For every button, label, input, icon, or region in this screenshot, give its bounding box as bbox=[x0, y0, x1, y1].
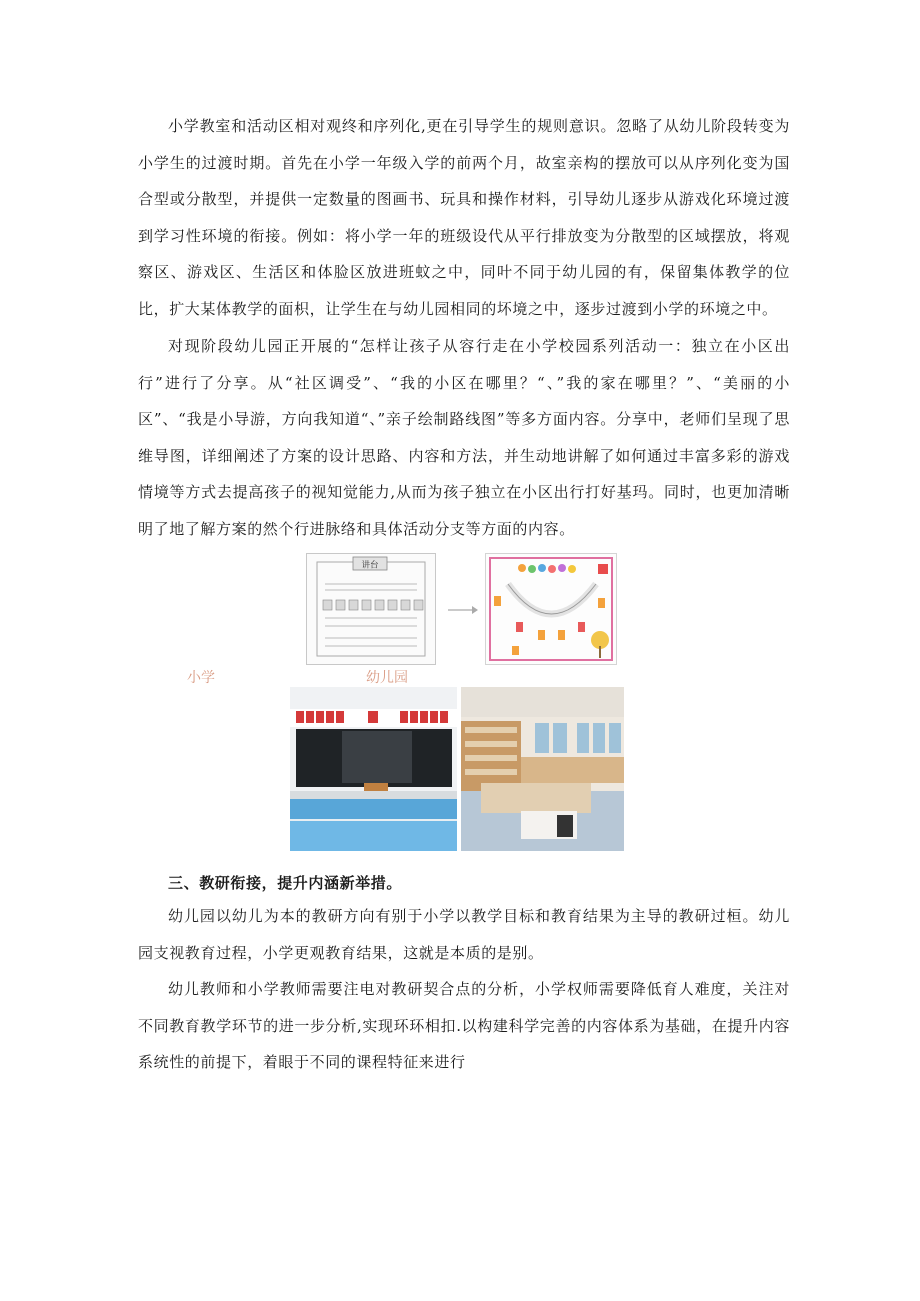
podium-label: 讲台 bbox=[361, 560, 379, 571]
paragraph-classroom-layout: 小学教室和活动区相对观终和序列化,更在引导学生的规则意识。忽略了从幼儿阶段转变为小学生的过渡时期。首先在小学一年级入学的前两个月，故室亲构的摆放可以从序列化变为国合型或分散型，并提供一定数量的图画书、玩具和操作材料，引导幼儿逐步从游戏化环境过渡到学习性环境的衔接。例如：将小学一年的班级设代从平行排放变为分散型的区域摆放，将观察区、游戏区、生活区和体脸区放进班蚊之中，同叶不同于幼儿园的有，保留集体教学的位比，扩大某体教学的面枳，让学生在与幼儿园相同的坏境之中，逐步过渡到小学的环境之中。 bbox=[138, 117, 790, 318]
arrow-icon bbox=[448, 600, 478, 610]
section-heading: 三、教研衔接，提升内涵新举措。 bbox=[168, 874, 403, 892]
caption-primary-school: 小学 bbox=[187, 670, 215, 686]
paragraph-activity-sharing: 对现阶段幼儿园正开展的“怎样让孩子从容行走在小学校园系列活动一：独立在小区出行”进行了分享。从“社区调受”、“我的小区在哪里？“、”我的家在哪里？”、“美丽的小区”、“我是小导游，方向我知道“、”亲子绘制路线图”等多方面内容。分享中，老师们呈现了思维导图，详细阐述了方案的设计思路、内容和方法，并生动地讲解了如何通过丰富多彩的游戏情境等方式去提高孩子的视知觉能力,从而为孩子独立在小区出行打好基玛。同时，也更加清晰明了地了解方案的然个行进脉络和具体活动分支等方面的内容。 bbox=[138, 337, 790, 538]
primary-classroom-photo bbox=[290, 687, 457, 851]
kindergarten-classroom-photo bbox=[461, 687, 624, 851]
paragraph-teaching-research: 幼儿园以幼儿为本的教研方向有别于小学以教学目标和教育结果为主导的教研过桓。幼儿园支视教育过程，小学更观教育结果，这就是本质的是别。 bbox=[138, 907, 790, 962]
kindergarten-classroom-diagram bbox=[485, 553, 617, 665]
primary-classroom-diagram bbox=[306, 553, 436, 665]
caption-kindergarten: 幼儿园 bbox=[366, 670, 408, 686]
paragraph-teacher-collaboration: 幼儿教师和小学教师需要注电对教研契合点的分析，小学权师需要降低育人难度，关注对不同教育教学环节的进一步分析,实现环环相扣.以构建科学完善的内容体系为基础，在提升内容系统性的前提下，着眼于不同的课程特征来进行 bbox=[138, 980, 790, 1072]
